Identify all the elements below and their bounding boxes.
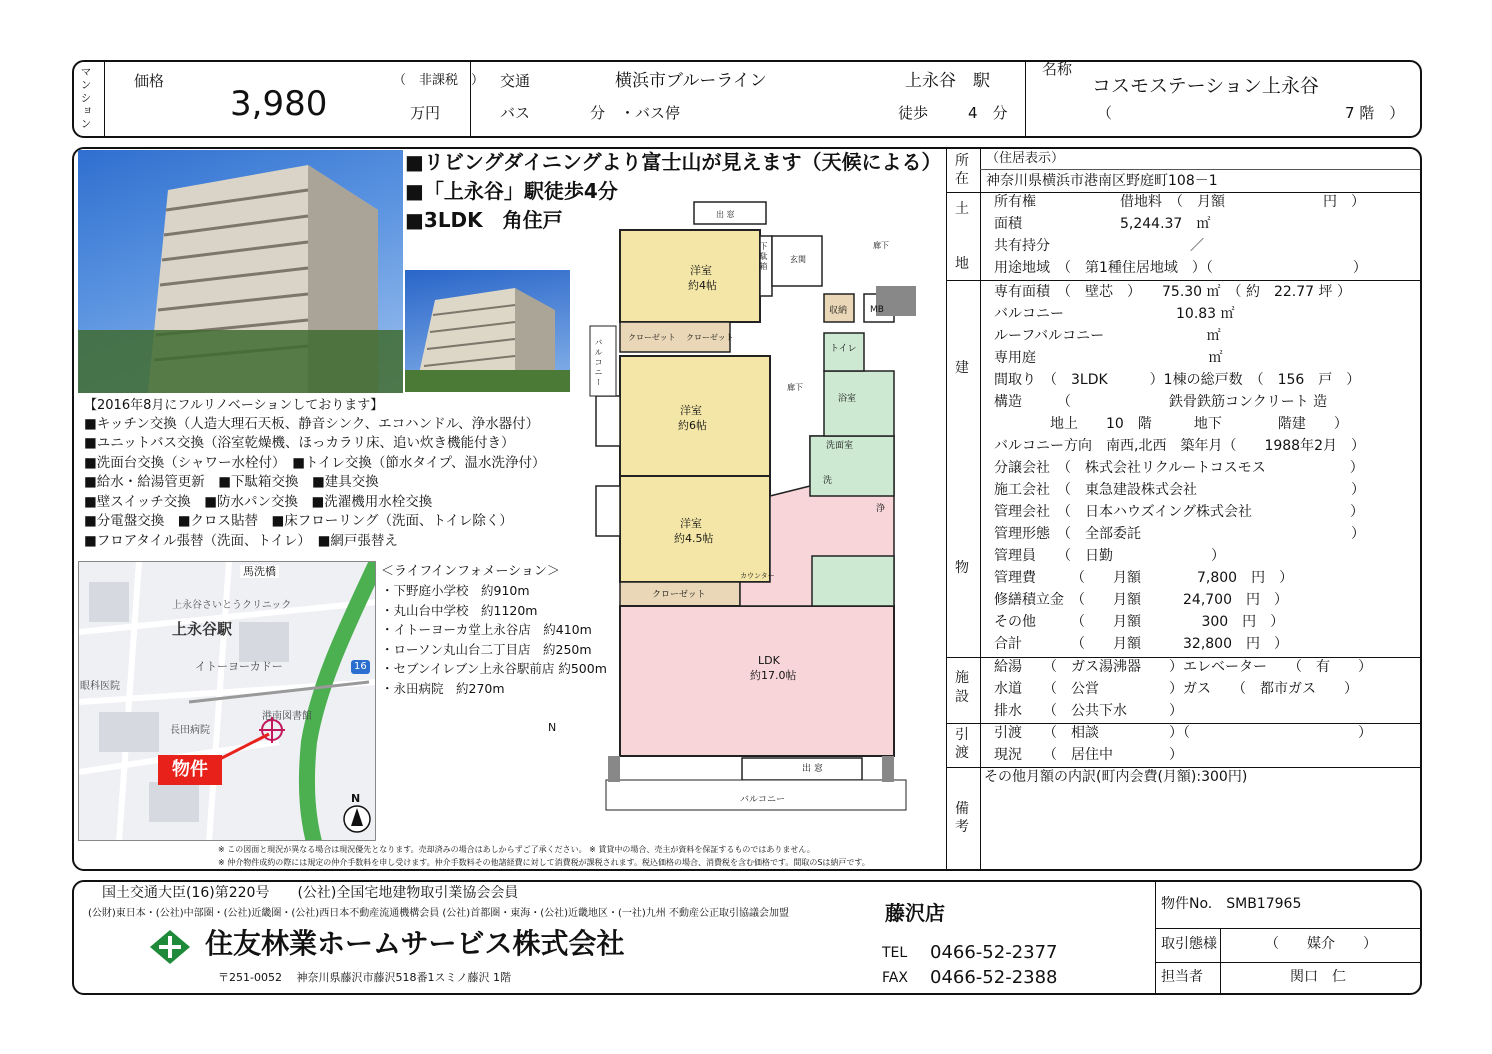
renovation-item: ■フロアタイル張替（洗面、トイレ） ■網戸張替え (84, 533, 398, 549)
building-row: 施工会社 （ 東急建設株式会社 ） (994, 482, 1365, 498)
building-row: バルコニー 10.83 ㎡ (994, 306, 1235, 322)
floor-open: （ (1097, 104, 1113, 122)
building-row: 修繕積立金 （ 月額 24,700 円 ） (994, 592, 1288, 608)
building-row: 管理員 （ 日勤 ） (994, 548, 1225, 564)
category-label: マンション (79, 66, 92, 131)
toilet-label: トイレ (830, 344, 857, 354)
land-label-2: 地 (955, 256, 969, 272)
building-row: バルコニー方向 南西,北西 築年月（ 1988年2月 ） (994, 438, 1365, 454)
staff-name: 関口 仁 (1290, 969, 1346, 985)
map-eye: 眼科医院 (80, 681, 120, 692)
building-row: 分譲会社 （ 株式会社リクルートコスモス ） (994, 460, 1364, 476)
location-label-2: 在 (955, 171, 969, 187)
window-label: 出 窓 (716, 210, 735, 219)
company-address: 〒251-0052 神奈川県藤沢市藤沢518番1スミノ藤沢 1階 (218, 971, 511, 984)
walk-label: 徒歩 (898, 104, 929, 122)
life-title: ＜ライフインフォメーション＞ (381, 564, 560, 579)
building-row: 構造 （ 鉄骨鉄筋コンクリート 造 (994, 394, 1328, 410)
staff-label: 担当者 (1161, 969, 1203, 985)
price-value: 3,980 (230, 84, 328, 124)
facility-row: 排水 （ 公共下水 ） (994, 703, 1183, 719)
building-row: 管理会社 （ 日本ハウズイング株式会社 ） (994, 504, 1365, 520)
purifier-label: 浄 (876, 504, 886, 514)
map-store: イトーヨーカドー (195, 660, 283, 673)
facility-row: 給湯 （ ガス湯沸器 ）エレベーター （ 有 ） (994, 659, 1372, 675)
license-text: 国土交通大臣(16)第220号 (公社)全国宅地建物取引業協会会員 (102, 885, 519, 901)
mb-label: MB (870, 305, 884, 315)
note-1: ※ この図面と現況が異なる場合は現況優先となります。売却済みの場合はあしからずご了承ください。 ※ 賃貸中の場合、売主が資料を保証するものではありません。 (218, 845, 815, 854)
storage-label: 収納 (829, 306, 848, 316)
note-2: ※ 仲介物件成約の際には規定の仲介手数料を申し受けます。仲介手数料その他諸経費に対して消費税が課税されます。税込価格の場合、消費税を含む価格です。間取のSは納戸です。 (218, 858, 870, 867)
building-row: 間取り （ 3LDK ）1棟の総戸数 （ 156 戸 ） (994, 372, 1361, 388)
company-name: 住友林業ホームサービス株式会社 (205, 927, 625, 960)
name-label: 名称 (1042, 60, 1073, 78)
remarks-label-1: 備 (955, 801, 969, 817)
floor-number: 7 階 ） (1345, 104, 1405, 122)
fax-number: 0466-52-2388 (930, 967, 1058, 988)
renovation-item: ■洗面台交換（シャワー水栓付） ■トイレ交換（節水タイプ、温水洗浄付） (84, 455, 546, 471)
remarks-text: その他月額の内訳(町内会費(月額):300円) (984, 769, 1248, 785)
map-clinic: 上永谷さいとうクリニック (172, 600, 292, 611)
location-display: （住居表示） (986, 151, 1065, 166)
wash-label: 洗 (823, 476, 833, 486)
price-label: 価格 (134, 72, 165, 90)
location-label-1: 所 (955, 153, 969, 169)
highlight-3: ■3LDK 角住戸 (405, 208, 563, 232)
map-north: N (351, 792, 361, 805)
shoebox-label: 下駄箱 (759, 242, 768, 272)
life-item: ・イトーヨーカ堂上永谷店 約410m (381, 622, 592, 637)
room-ldk-size: 約17.0帖 (750, 669, 797, 682)
closet-label: クローゼット (686, 333, 734, 342)
station-name: 上永谷 駅 (905, 71, 990, 91)
map-route: 16 (351, 660, 370, 674)
balcony-label: バルコニー (594, 338, 603, 388)
compass-north: N (548, 721, 557, 734)
land-row: 共有持分 ／ (994, 238, 1204, 254)
price-unit: 万円 (410, 104, 441, 122)
building-row: その他 （ 月額 300 円 ） (994, 614, 1285, 630)
map-station: 上永谷駅 (172, 620, 233, 638)
property-number: 物件No. SMB17965 (1161, 896, 1302, 912)
walk-minutes: 4 分 (968, 104, 1008, 122)
facility-row: 水道 （ 公営 ）ガス （ 都市ガス ） (994, 681, 1358, 697)
counter-label: カウンター (740, 572, 775, 580)
handover-row: 現況 （ 居住中 ） (994, 747, 1183, 763)
window-label: 出 窓 (802, 764, 823, 774)
hall-label: 廊下 (787, 383, 803, 392)
handover-label-1: 引 (955, 727, 969, 743)
facility-label-2: 設 (955, 689, 969, 705)
room-western1: 洋室 (690, 264, 712, 277)
life-item: ・下野庭小学校 約910m (381, 583, 530, 598)
building-label-2: 物 (955, 560, 969, 576)
location-address: 神奈川県横浜市港南区野庭町108－1 (986, 173, 1218, 189)
land-label-1: 土 (955, 201, 969, 217)
facility-label-1: 施 (955, 670, 969, 686)
balcony-label: バルコニー (740, 795, 786, 805)
tel-label: TEL (882, 945, 908, 961)
tax-note: （ 非課税 ） (393, 73, 485, 88)
entrance-label: 玄関 (790, 255, 806, 264)
highlight-1: ■リビングダイニングより富士山が見えます（天候による） (405, 150, 942, 174)
line-name: 横浜市ブルーライン (615, 71, 767, 91)
land-row: 用途地域 （ 第1種住居地域 ）（ ） (994, 260, 1367, 276)
company-logo-icon (150, 930, 190, 964)
building-photo (78, 150, 403, 393)
building-row: 合計 （ 月額 32,800 円 ） (994, 636, 1288, 652)
room-western3: 洋室 (680, 517, 702, 530)
renovation-item: ■ユニットバス交換（浴室乾燥機、ほっカラリ床、追い炊き機能付き） (84, 435, 515, 451)
property-name: コスモステーション上永谷 (1092, 75, 1319, 97)
room-western2: 洋室 (680, 404, 702, 417)
deal-type: （ 媒介 ） (1265, 936, 1377, 952)
property-marker: 物件 (158, 755, 222, 785)
washroom-label: 洗面室 (826, 441, 854, 451)
building-row: 管理形態 （ 全部委託 ） (994, 526, 1365, 542)
bath-label: 浴室 (838, 394, 857, 404)
building-row: ルーフバルコニー ㎡ (994, 328, 1221, 344)
room-ldk: LDK (758, 654, 780, 667)
building-photo-small (405, 270, 570, 392)
associations-text: (公財)東日本・(公社)中部圏・(公社)近畿圏・(公社)西日本不動産流通機構会員 (公社)首都圏・東海・(公社)近畿地区・(一社)九州 不動産公正取引協議会加盟 (88, 908, 789, 919)
handover-row: 引渡 （ 相談 ）（ ） (994, 725, 1372, 741)
handover-label-2: 渡 (955, 745, 969, 761)
map-bridge: 馬洗橋 (240, 565, 279, 578)
tel-number: 0466-52-2377 (930, 942, 1058, 963)
renovation-title: 【2016年8月にフルリノベーションしております】 (84, 398, 384, 413)
map-hospital: 長田病院 (170, 725, 210, 736)
renovation-item: ■壁スイッチ交換 ■防水パン交換 ■洗濯機用水栓交換 (84, 494, 433, 510)
closet-label: クローゼット (652, 590, 706, 600)
room-western3-size: 約4.5帖 (674, 532, 714, 545)
life-item: ・丸山台中学校 約1120m (381, 603, 538, 618)
building-row: 専有面積 （ 壁芯 ） 75.30 ㎡ （ 約 22.77 坪 ） (994, 284, 1351, 300)
renovation-item: ■分電盤交換 ■クロス貼替 ■床フローリング（洗面、トイレ除く） (84, 513, 513, 529)
room-western1-size: 約4帖 (688, 279, 717, 292)
closet-label: クローゼット (628, 333, 676, 342)
renovation-item: ■キッチン交換（人造大理石天板、静音シンク、エコハンドル、浄水器付） (84, 416, 540, 432)
remarks-label-2: 考 (955, 819, 969, 835)
building-row: 管理費 （ 月額 7,800 円 ） (994, 570, 1294, 586)
land-row: 所有権 借地料 （ 月額 円 ） (994, 194, 1365, 210)
highlight-2: ■「上永谷」駅徒歩4分 (405, 179, 618, 203)
hall-label: 廊下 (873, 241, 889, 250)
life-item: ・セブンイレブン上永谷駅前店 約500m (381, 661, 607, 676)
renovation-item: ■給水・給湯管更新 ■下駄箱交換 ■建具交換 (84, 474, 379, 490)
building-row: 地上 10 階 地下 階建 ） (994, 416, 1348, 432)
room-western2-size: 約6帖 (678, 419, 707, 432)
branch-name: 藤沢店 (885, 901, 945, 925)
building-row: 専用庭 ㎡ (994, 350, 1223, 366)
land-row: 面積 5,244.37 ㎡ (994, 216, 1211, 232)
building-label-1: 建 (955, 360, 969, 376)
map-library: 港南図書館 (262, 711, 312, 722)
life-item: ・ローソン丸山台二丁目店 約250m (381, 642, 592, 657)
bus-minutes: 分 ・バス停 (590, 104, 681, 122)
life-item: ・永田病院 約270m (381, 681, 505, 696)
bus-label: バス (500, 104, 531, 122)
transport-label: 交通 (500, 72, 531, 90)
deal-label: 取引態様 (1161, 936, 1217, 952)
fax-label: FAX (882, 970, 908, 986)
